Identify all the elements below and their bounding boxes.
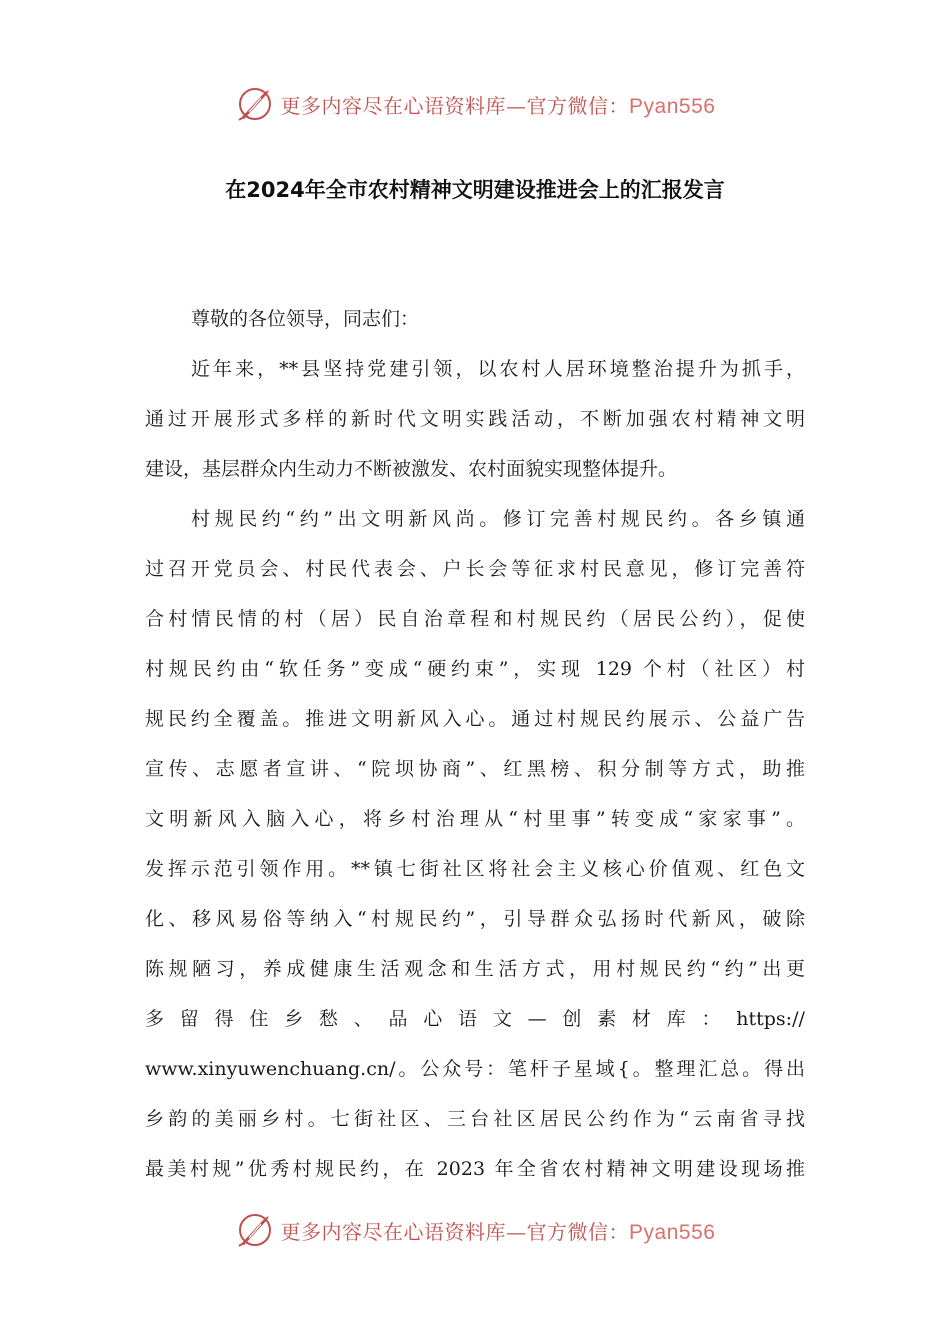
header-banner xyxy=(0,82,950,126)
text-line: 合村情民情的村（居）民自治章程和村规民约（居民公约），促使 xyxy=(145,608,805,630)
banner-text xyxy=(281,90,716,119)
spread-char: 材 xyxy=(631,1008,651,1030)
spread-char: 素 xyxy=(597,1008,617,1030)
text-line: 通过开展形式多样的新时代文明实践活动，不断加强农村精神文明 xyxy=(145,408,805,430)
text-line: 尊敬的各位领导，同志们： xyxy=(191,308,420,330)
text-line: 最美村规”优秀村规民约，在 2023 年全省农村精神文明建设现场推 xyxy=(145,1158,805,1180)
spread-char: 品 xyxy=(388,1008,408,1030)
spread-char: 文 xyxy=(492,1008,512,1030)
banner-wechat-label: 官方微信： xyxy=(526,1219,630,1244)
text-line: 村规民约“约”出文明新风尚。修订完善村规民约。各乡镇通 xyxy=(191,508,805,530)
text-line-spread xyxy=(145,996,805,1046)
banner-main-text: 更多内容尽在心语资料库 xyxy=(280,93,507,118)
page-title: 在2024年全市农村精神文明建设推进会上的汇报发言 xyxy=(225,178,725,202)
text-line: 乡韵的美丽乡村。七街社区、三台社区居民公约作为“云南省寻找 xyxy=(145,1108,805,1130)
quill-pen-logo-icon xyxy=(235,1210,275,1250)
text-line: 宣传、志愿者宣讲、“院坝协商”、红黑榜、积分制等方式，助推 xyxy=(145,758,805,780)
spread-char: ： xyxy=(701,1008,721,1030)
spread-char: 心 xyxy=(423,1008,443,1030)
text-line: 近年来，**县坚持党建引领，以农村人居环境整治提升为抓手， xyxy=(191,358,805,380)
text-line: 陈规陋习，养成健康生活观念和生活方式，用村规民约“约”出更 xyxy=(145,958,805,980)
document-body xyxy=(145,296,805,1196)
text-line: 过召开党员会、村民代表会、户长会等征求村民意见，修订完善符 xyxy=(145,558,805,580)
spread-char: — xyxy=(527,1008,547,1030)
banner-wechat-label: 官方微信： xyxy=(526,93,630,118)
text-line: 规民约全覆盖。推进文明新风入心。通过村规民约展示、公益广告 xyxy=(145,708,805,730)
spread-char: 乡 xyxy=(284,1008,304,1030)
spread-char: 语 xyxy=(458,1008,478,1030)
spread-char: 得 xyxy=(214,1008,234,1030)
text-line: 村规民约由“软任务”变成“硬约束”，实现 129 个村（社区）村 xyxy=(145,658,805,680)
spread-char: 、 xyxy=(353,1008,373,1030)
spread-char: 库 xyxy=(666,1008,686,1030)
text-line: 建设，基层群众内生动力不断被激发、农村面貌实现整体提升。 xyxy=(145,458,678,480)
banner-dash: — xyxy=(506,1219,527,1244)
spread-char: 住 xyxy=(249,1008,269,1030)
banner-account: Pyan556 xyxy=(629,1220,716,1244)
text-line: 文明新风入脑入心，将乡村治理从“村里事”转变成“家家事”。 xyxy=(145,808,805,830)
spread-char: 留 xyxy=(179,1008,199,1030)
text-line: www.xinyuwenchuang.cn/。公众号：笔杆子星域{。整理汇总。得出 xyxy=(145,1058,805,1080)
banner-text xyxy=(281,1216,716,1245)
spread-char: 多 xyxy=(145,1008,165,1030)
banner-account: Pyan556 xyxy=(629,94,716,118)
banner-main-text: 更多内容尽在心语资料库 xyxy=(280,1219,507,1244)
footer-banner xyxy=(0,1208,950,1252)
text-line: 发挥示范引领作用。**镇七街社区将社会主义核心价值观、红色文 xyxy=(145,858,805,880)
spread-char: https:// xyxy=(736,1008,805,1030)
spread-char: 创 xyxy=(562,1008,582,1030)
banner-dash: — xyxy=(506,93,527,118)
quill-pen-logo-icon xyxy=(235,84,275,124)
text-line: 化、移风易俗等纳入“村规民约”，引导群众弘扬时代新风，破除 xyxy=(145,908,805,930)
spread-char: 愁 xyxy=(318,1008,338,1030)
